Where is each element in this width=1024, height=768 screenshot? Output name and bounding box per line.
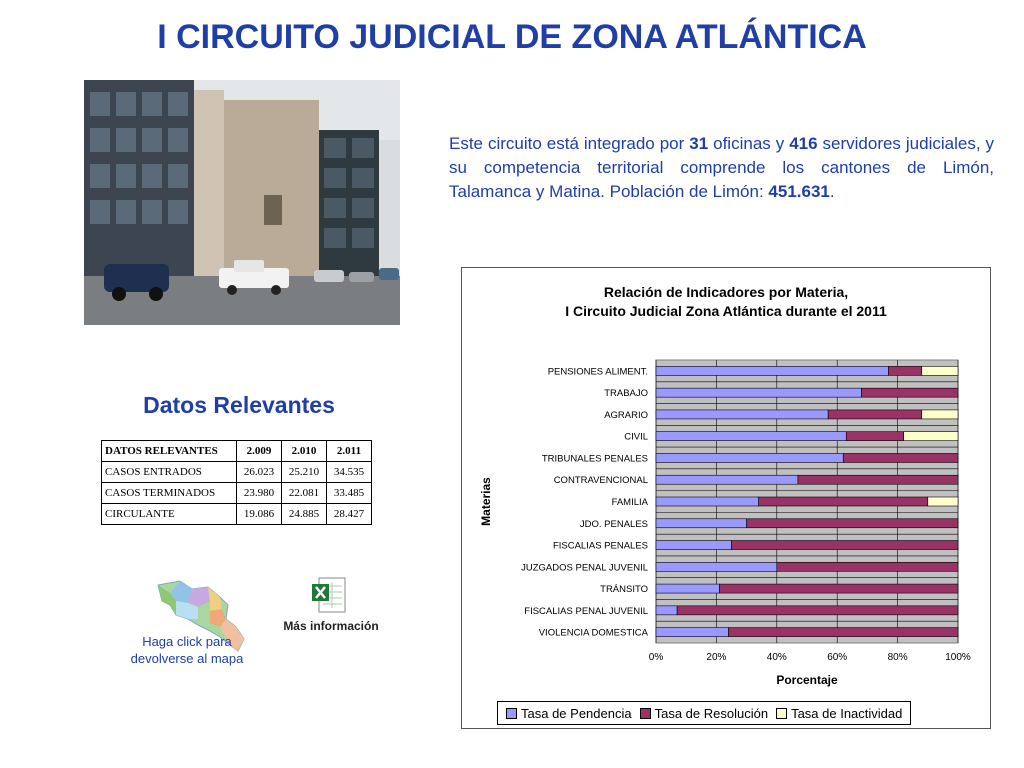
excel-icon[interactable]	[311, 576, 347, 614]
y-tick-label: FAMILIA	[611, 497, 648, 508]
relevant-data-table	[101, 440, 372, 525]
bar-segment	[656, 497, 759, 506]
intro-text-3: servidores judiciales, y su competencia territorial comprende los cantones de Limón, Talamanca y Matina. Población de Limón:	[449, 134, 994, 201]
table-header: 2.011	[327, 441, 372, 462]
table-cell: 22.081	[282, 483, 327, 504]
map-return-link[interactable]: Haga click para devolverse al mapa	[130, 634, 244, 666]
y-axis-label: Materias	[479, 477, 493, 526]
bar-segment	[719, 584, 958, 593]
table-row	[102, 504, 372, 525]
intro-text-4: .	[829, 182, 835, 201]
legend-label: Tasa de Pendencia	[521, 705, 632, 721]
table-header: DATOS RELEVANTES	[102, 441, 237, 462]
y-tick-label: VIOLENCIA DOMESTICA	[538, 627, 648, 639]
bar-segment	[928, 497, 958, 506]
x-tick-label: 60%	[827, 652, 848, 663]
x-tick-label: 80%	[887, 652, 908, 663]
y-tick-label: CONTRAVENCIONAL	[553, 475, 648, 487]
x-tick-label: 20%	[706, 652, 727, 663]
legend-label: Tasa de Resolución	[654, 705, 769, 721]
bar-segment	[732, 541, 959, 550]
table-cell: 34.535	[327, 462, 372, 483]
legend-swatch-pendencia	[506, 708, 517, 719]
legend-item	[776, 706, 902, 721]
intro-text-2: oficinas y	[708, 134, 790, 153]
chart-legend	[497, 701, 911, 725]
courthouse-photo	[84, 80, 400, 325]
bar-segment	[656, 410, 828, 419]
bar-segment	[728, 628, 958, 637]
x-tick-label: 0%	[648, 652, 664, 663]
bar-segment	[777, 562, 958, 571]
table-header: 2.009	[237, 441, 282, 462]
bar-segment	[759, 497, 928, 506]
legend-swatch-inactividad	[776, 708, 787, 719]
bar-segment	[828, 410, 922, 419]
chart-plot	[462, 268, 990, 728]
table-header: 2.010	[282, 441, 327, 462]
y-tick-label: TRABAJO	[604, 388, 648, 400]
x-tick-label: 100%	[945, 652, 971, 663]
bar-segment	[656, 584, 719, 593]
y-tick-label: AGRARIO	[604, 409, 648, 421]
bar-segment	[922, 410, 958, 419]
circuit-description	[449, 132, 994, 204]
table-cell: 25.210	[282, 462, 327, 483]
table-header-row	[102, 441, 372, 462]
bar-segment	[798, 475, 958, 484]
bar-segment	[656, 366, 889, 375]
intro-text-1: Este circuito está integrado por	[449, 134, 690, 153]
bar-segment	[922, 366, 958, 375]
table-cell: 24.885	[282, 504, 327, 525]
bar-segment	[861, 388, 958, 397]
table-cell: 26.023	[237, 462, 282, 483]
table-cell: 28.427	[327, 504, 372, 525]
y-tick-label: TRIBUNALES PENALES	[541, 453, 648, 465]
table-row	[102, 462, 372, 483]
bar-segment	[656, 475, 798, 484]
bar-segment	[656, 562, 777, 571]
legend-item	[506, 706, 632, 721]
bar-segment	[843, 453, 958, 462]
bar-segment	[904, 432, 958, 441]
bar-segment	[747, 519, 958, 528]
table-row	[102, 483, 372, 504]
table-cell: CASOS ENTRADOS	[102, 462, 237, 483]
page-title: I CIRCUITO JUDICIAL DE ZONA ATLÁNTICA	[157, 18, 867, 56]
x-axis-label: Porcentaje	[776, 673, 838, 687]
bar-segment	[656, 606, 677, 615]
more-info-link[interactable]: Más información	[283, 619, 379, 633]
y-tick-label: FISCALIAS PENAL JUVENIL	[524, 605, 648, 617]
bar-segment	[889, 366, 922, 375]
legend-item	[640, 706, 768, 721]
bar-segment	[846, 432, 903, 441]
table-cell: 33.485	[327, 483, 372, 504]
bar-segment	[656, 388, 861, 397]
legend-label: Tasa de Inactividad	[791, 705, 903, 721]
bar-segment	[656, 519, 747, 528]
table-cell: CIRCULANTE	[102, 504, 237, 525]
oficinas-count: 31	[689, 134, 709, 153]
servidores-count: 416	[789, 134, 818, 153]
y-tick-label: CIVIL	[624, 431, 648, 443]
chart-title-line-2: I Circuito Judicial Zona Atlántica durante el 2011	[565, 303, 887, 319]
poblacion-value: 451.631	[768, 182, 830, 201]
bar-segment	[656, 541, 732, 550]
indicators-chart	[461, 267, 991, 729]
table-cell: CASOS TERMINADOS	[102, 483, 237, 504]
y-tick-label: JUZGADOS PENAL JUVENIL	[521, 562, 648, 574]
y-tick-label: PENSIONES ALIMENT.	[547, 366, 648, 378]
y-tick-label: FISCALIAS PENALES	[552, 540, 648, 552]
y-tick-label: JDO. PENALES	[579, 518, 648, 530]
x-tick-label: 40%	[766, 652, 787, 663]
y-tick-label: TRÁNSITO	[600, 584, 648, 596]
bar-segment	[656, 453, 843, 462]
section-subtitle: Datos Relevantes	[143, 392, 335, 418]
table-cell: 19.086	[237, 504, 282, 525]
bar-segment	[677, 606, 958, 615]
bar-segment	[656, 432, 846, 441]
legend-swatch-resolucion	[640, 708, 651, 719]
table-cell: 23.980	[237, 483, 282, 504]
bar-segment	[656, 628, 728, 637]
chart-title-line-1: Relación de Indicadores por Materia,	[603, 284, 849, 300]
